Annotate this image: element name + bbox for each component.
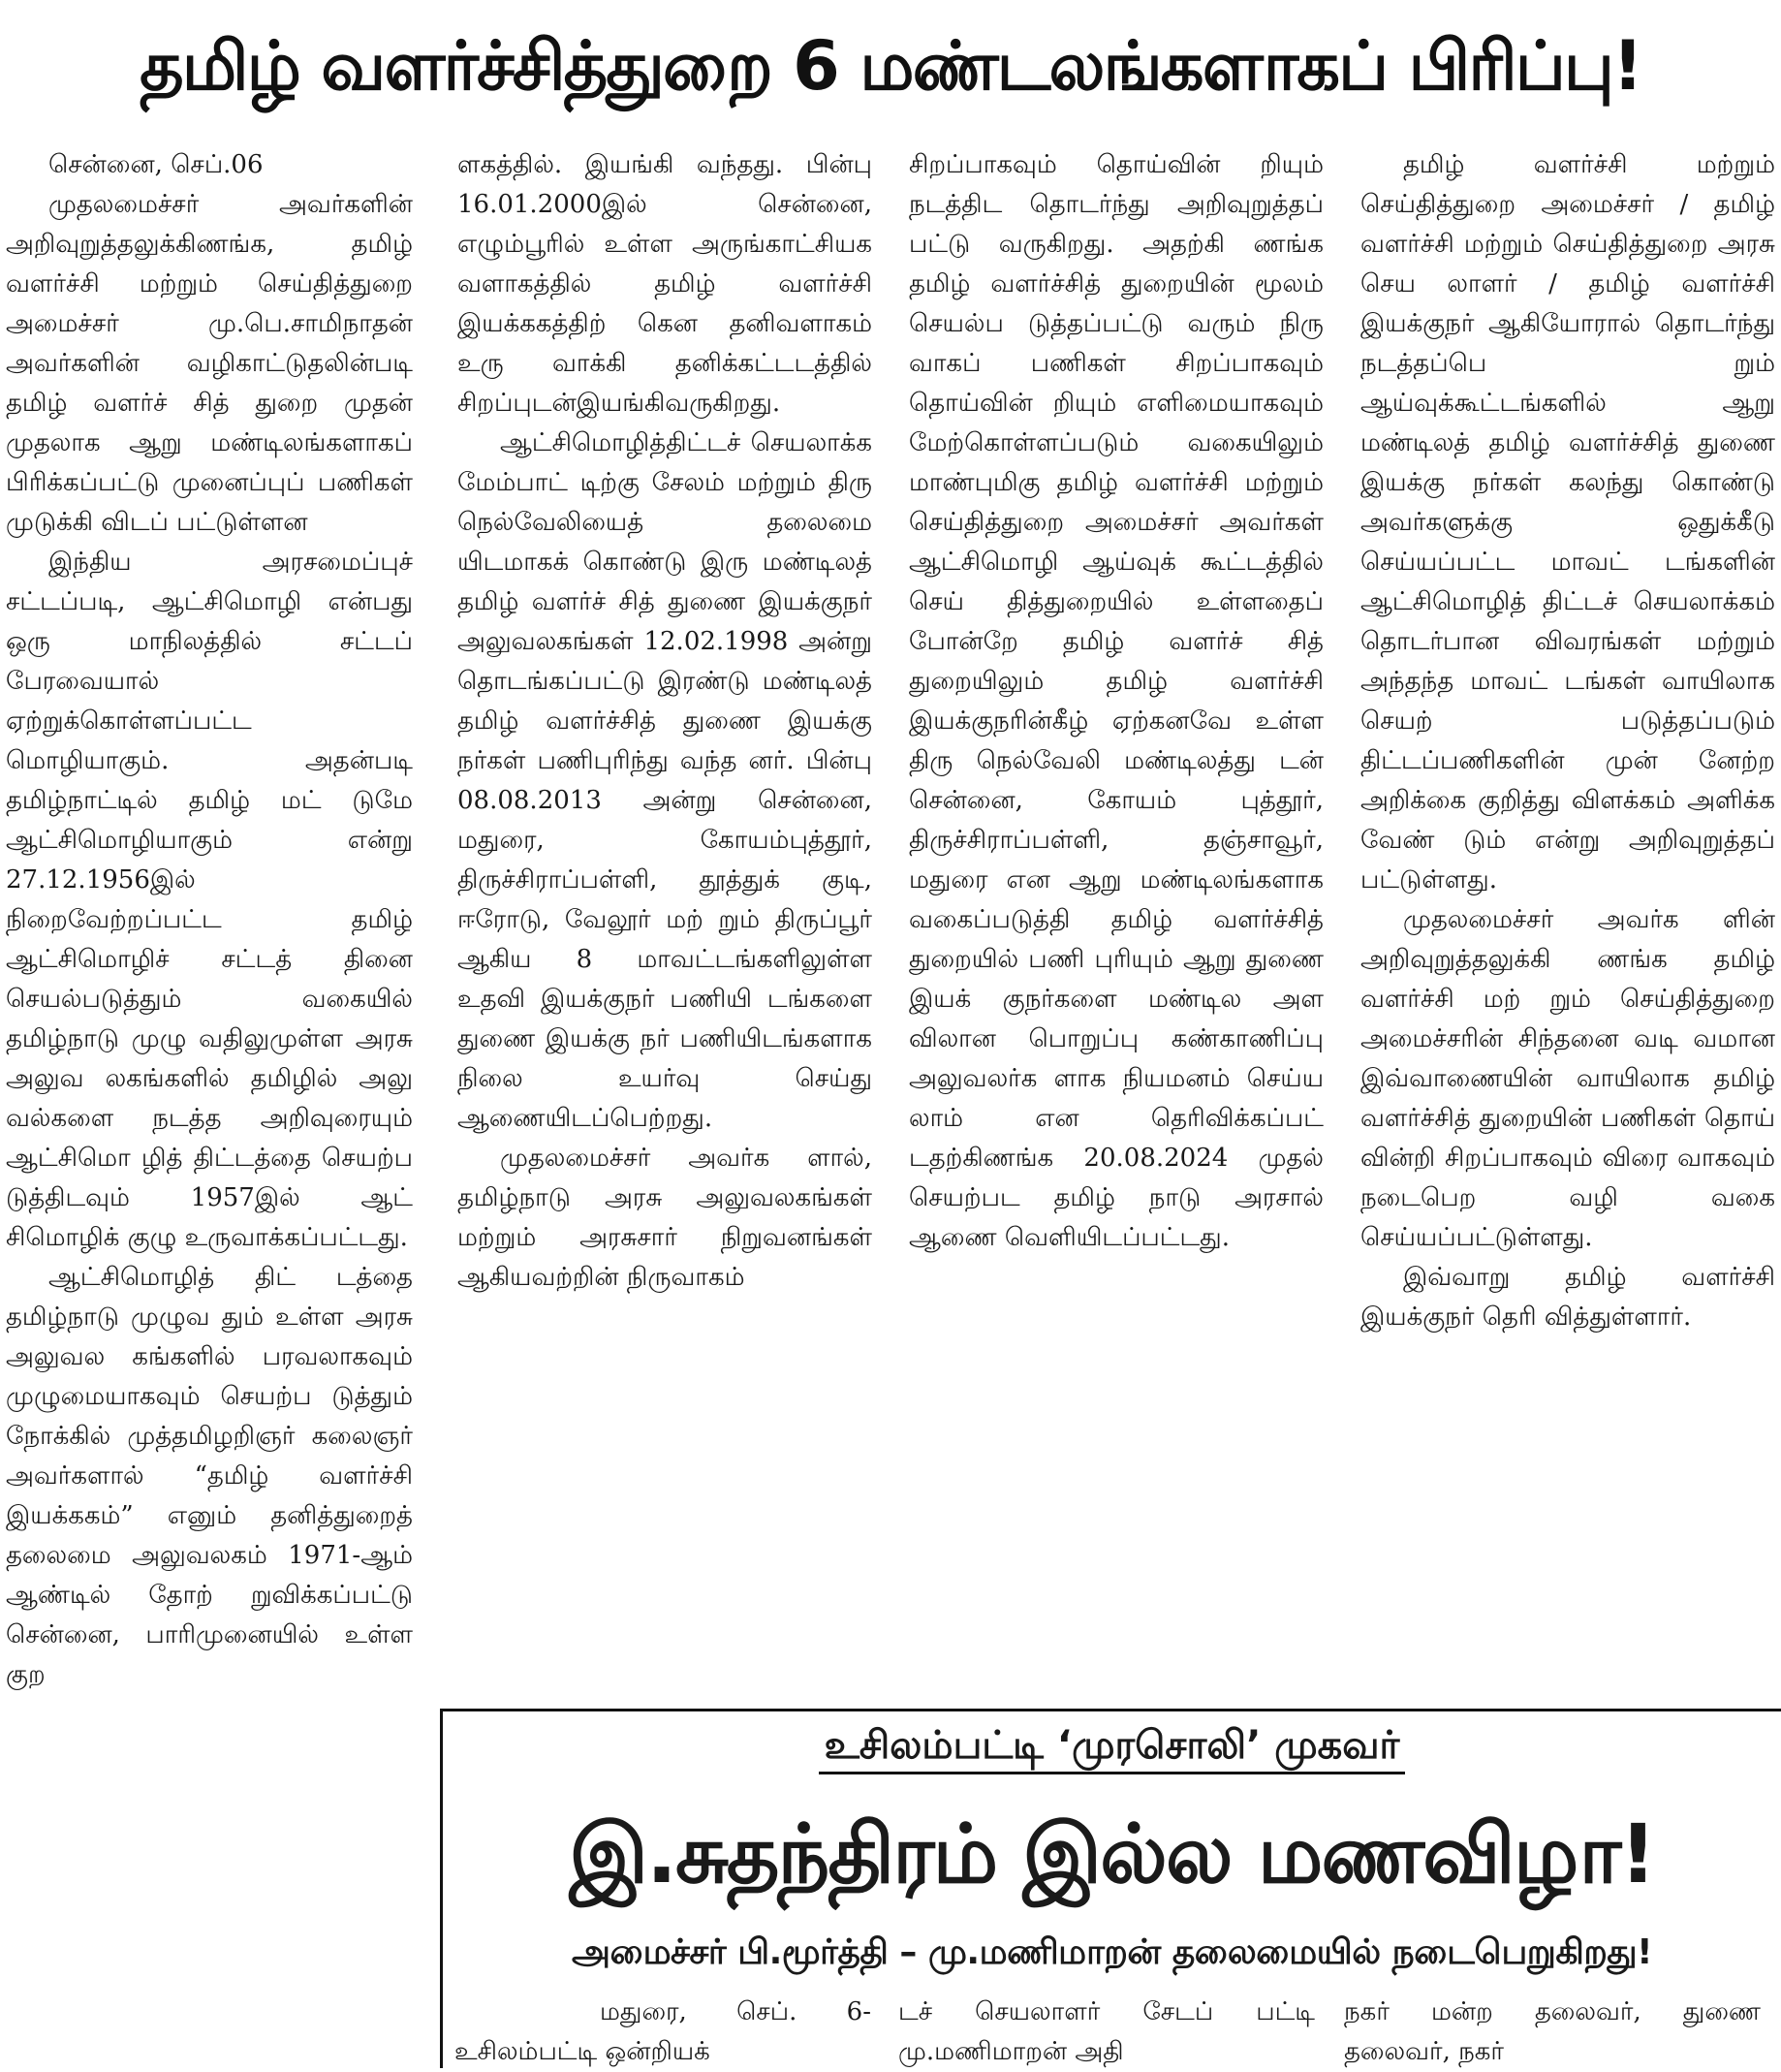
paragraph: மதுரை, செப். 6- உசிலம்பட்டி ஒன்றியக் [454, 1997, 871, 2066]
article-column-3 [909, 145, 1324, 1652]
dateline: சென்னை, செப்.06 [48, 150, 264, 179]
paragraph: முதலமைச்சர் அவர்க ளால், தமிழ்நாடு அரசு அலுவலகங்கள் மற்றும் அரசுசார் நிறுவனங்கள் ஆகியவற்றின் நிருவாகம் [457, 1144, 872, 1292]
headline: தமிழ் வளர்ச்சித்துறை 6 மண்டலங்களாகப் பிரிப்பு! [140, 26, 1641, 106]
box-body-column-1 [454, 1993, 871, 2072]
paragraph: ஆட்சிமொழித் திட் டத்தை தமிழ்நாடு முழுவ தும் உள்ள அரசு அலுவல கங்களில் பரவலாகவும் முழுமையாகவும் செயற்ப டுத்தும் நோக்கில் முத்தமிழறிஞர் கலைஞர் அவர்களால் “தமிழ் வளர்ச்சி இயக்ககம்” எனும் தனித்துறைத் தலைமை அலுவலகம் 1971-ஆம் ஆண்டில் தோற் றுவிக்கப்பட்டு சென்னை, பாரிமுனையில் உள்ள குற [6, 1263, 413, 1689]
box-subtitle: அமைச்சர் பி.மூர்த்தி – மு.மணிமாறன் தலைமையில் நடைபெறுகிறது! [572, 1932, 1652, 1972]
paragraph: முதலமைச்சர் அவர்களின் அறிவுறுத்தலுக்கிணங்க, தமிழ் வளர்ச்சி மற்றும் செய்தித்துறை அமைச்சர் மு.பெ.சாமிநாதன் அவர்களின் வழிகாட்டுதலின்படி தமிழ் வளர்ச் சித் துறை முதன் முதலாக ஆறு மண்டிலங்களாகப் பிரிக்கப்பட்டு முனைப்புப் பணிகள் முடுக்கி விடப் பட்டுள்ளன [6, 190, 413, 537]
article-column-4 [1360, 145, 1775, 1652]
wedding-news-box [440, 1709, 1781, 2068]
paragraph: இவ்வாறு தமிழ் வளர்ச்சி இயக்குநர் தெரி வித்துள்ளார். [1360, 1263, 1775, 1332]
paragraph: ளகத்தில். இயங்கி வந்தது. பின்பு 16.01.2000இல் சென்னை, எழும்பூரில் உள்ள அருங்காட்சியக வளாகத்தில் தமிழ் வளர்ச்சி இயக்ககத்திற் கென தனிவளாகம் உரு வாக்கி தனிக்கட்டடத்தில் சிறப்புடன்இயங்கிவருகிறது. [457, 150, 872, 418]
paragraph: டச் செயலாளர் சேடப் பட்டி மு.மணிமாறன் அதி [898, 1997, 1315, 2066]
paragraph: தமிழ் வளர்ச்சி மற்றும் செய்தித்துறை அமைச்சர் / தமிழ் வளர்ச்சி மற்றும் செய்தித்துறை அரசு செய லாளர் / தமிழ் வளர்ச்சி இயக்குநர் ஆகியோரால் தொடர்ந்து நடத்தப்பெ றும் ஆய்வுக்கூட்டங்களில் ஆறு மண்டிலத் தமிழ் வளர்ச்சித் துணை இயக்கு நர்கள் கலந்து கொண்டு அவர்களுக்கு ஒதுக்கீடு செய்யப்பட்ட மாவட் டங்களின் ஆட்சிமொழித் திட்டச் செயலாக்கம் தொடர்பான விவரங்கள் மற்றும் அந்தந்த மாவட் டங்கள் வாயிலாக செயற் படுத்தப்படும் திட்டப்பணிகளின் முன் னேற்ற அறிக்கை குறித்து விளக்கம் அளிக்க வேண் டும் என்று அறிவுறுத்தப் பட்டுள்ளது. [1360, 150, 1775, 895]
paragraph: சிறப்பாகவும் தொய்வின் றியும் நடத்திட தொடர்ந்து அறிவுறுத்தப் பட்டு வருகிறது. அதற்கி ணங்க தமிழ் வளர்ச்சித் துறையின் மூலம் செயல்ப டுத்தப்பட்டு வரும் நிரு வாகப் பணிகள் சிறப்பாகவும் தொய்வின் றியும் எளிமையாகவும் மேற்கொள்ளப்படும் வகையிலும் மாண்புமிகு தமிழ் வளர்ச்சி மற்றும் செய்தித்துறை அமைச்சர் அவர்கள் ஆட்சிமொழி ஆய்வுக் கூட்டத்தில் செய் தித்துறையில் உள்ளதைப் போன்றே தமிழ் வளர்ச் சித் துறையிலும் தமிழ் வளர்ச்சி இயக்குநரின்கீழ் ஏற்கனவே உள்ள திரு நெல்வேலி மண்டிலத்து டன் சென்னை, கோயம் புத்தூர், திருச்சிராப்பள்ளி, தஞ்சாவூர், மதுரை என ஆறு மண்டிலங்களாக வகைப்படுத்தி தமிழ் வளர்ச்சித் துறையில் பணி புரியும் ஆறு துணை இயக் குநர்களை மண்டில அள விலான பொறுப்பு கண்காணிப்பு அலுவலர்க ளாக நியமனம் செய்ய லாம் என தெரிவிக்கப்பட் டதற்கிணங்க 20.08.2024 முதல் செயற்பட தமிழ் நாடு அரசால் ஆணை வெளியிடப்பட்டது. [909, 150, 1324, 1252]
box-kicker-text: உசிலம்பட்டி ‘முரசொலி’ முகவர் [819, 1723, 1406, 1774]
box-title: இ.சுதந்திரம் இல்ல மணவிழா! [569, 1806, 1655, 1901]
box-body-column-2 [898, 1993, 1315, 2072]
article-column-1 [6, 145, 413, 2068]
article-column-2 [457, 145, 872, 1652]
paragraph: இந்திய அரசமைப்புச் சட்டப்படி, ஆட்சிமொழி என்பது ஒரு மாநிலத்தில் சட்டப் பேரவையால் ஏற்றுக்கொள்ளப்பட்ட மொழியாகும். அதன்படி தமிழ்நாட்டில் தமிழ் மட் டுமே ஆட்சிமொழியாகும் என்று 27.12.1956இல் நிறைவேற்றப்பட்ட தமிழ் ஆட்சிமொழிச் சட்டத் தினை செயல்படுத்தும் வகையில் தமிழ்நாடு முழு வதிலுமுள்ள அரசு அலுவ லகங்களில் தமிழில் அலு வல்களை நடத்த அறிவுரையும் ஆட்சிமொ ழித் திட்டத்தை செயற்ப டுத்திடவும் 1957இல் ஆட் சிமொழிக் குழு உருவாக்கப்பட்டது. [6, 548, 413, 1252]
box-body-column-3 [1344, 1993, 1761, 2072]
paragraph: முதலமைச்சர் அவர்க ளின் அறிவுறுத்தலுக்கி ணங்க தமிழ் வளர்ச்சி மற் றும் செய்தித்துறை அமைச்சரின் சிந்தனை வடி வமான இவ்வாணையின் வாயிலாக தமிழ் வளர்ச்சித் துறையின் பணிகள் தொய் வின்றி சிறப்பாகவும் விரை வாகவும் நடைபெற வழி வகை செய்யப்பட்டுள்ளது. [1360, 905, 1775, 1252]
box-kicker [443, 1723, 1781, 1773]
paragraph: ஆட்சிமொழித்திட்டச் செயலாக்க மேம்பாட் டிற்கு சேலம் மற்றும் திரு நெல்வேலியைத் தலைமை யிடமாகக் கொண்டு இரு மண்டிலத் தமிழ் வளர்ச் சித் துணை இயக்குநர் அலுவலகங்கள் 12.02.1998 அன்று தொடங்கப்பட்டு இரண்டு மண்டிலத் தமிழ் வளர்ச்சித் துணை இயக்கு நர்கள் பணிபுரிந்து வந்த னர். பின்பு 08.08.2013 அன்று சென்னை, மதுரை, கோயம்புத்தூர், திருச்சிராப்பள்ளி, தூத்துக் குடி, ஈரோடு, வேலூர் மற் றும் திருப்பூர் ஆகிய 8 மாவட்டங்களிலுள்ள உதவி இயக்குநர் பணியி டங்களை துணை இயக்கு நர் பணியிடங்களாக நிலை உயர்வு செய்து ஆணையிடப்பெற்றது. [457, 428, 872, 1133]
paragraph: நகர் மன்ற தலைவர், துணை தலைவர், நகர் [1344, 1997, 1761, 2066]
